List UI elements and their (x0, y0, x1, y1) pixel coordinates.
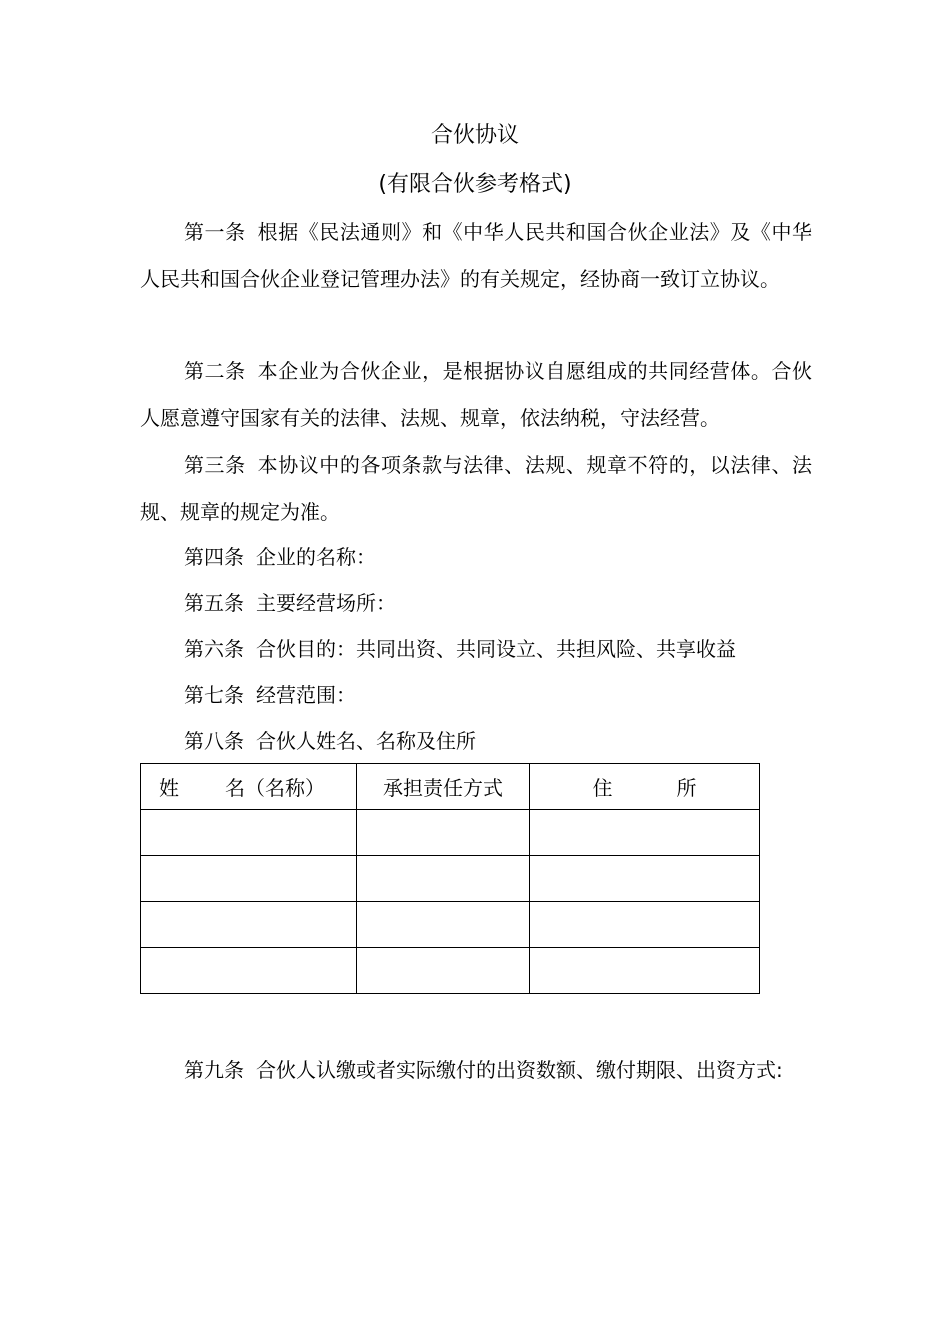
article-number: 第一条 (184, 220, 246, 244)
cell-address[interactable] (530, 948, 760, 994)
header-name-part-2: 名（名称） (225, 776, 325, 800)
article-text: 主要经营场所： (256, 591, 396, 615)
article-text: 根据《民法通则》和《中华人民共和国合伙企业法》及《中华人民共和国合伙企业登记管理办法》的有关规定，经协商一致订立协议。 (140, 220, 813, 291)
article-5 (140, 580, 812, 627)
header-address-part-1: 住 (592, 776, 613, 800)
article-number: 第八条 (184, 729, 244, 753)
article-text: 合伙目的：共同出资、共同设立、共担风险、共享收益 (256, 637, 736, 661)
cell-liability[interactable] (357, 810, 530, 856)
header-name-part-1: 姓 (159, 776, 179, 800)
article-9 (140, 1047, 812, 1094)
cell-address[interactable] (530, 902, 760, 948)
cell-liability[interactable] (357, 856, 530, 902)
table-header-row (141, 764, 760, 810)
document-subtitle: (有限合伙参考格式) (378, 172, 572, 197)
article-number: 第五条 (184, 591, 244, 615)
article-number: 第九条 (184, 1058, 244, 1082)
article-3 (140, 442, 812, 536)
header-address-part-2: 所 (676, 776, 697, 800)
table-row (141, 902, 760, 948)
table-row (141, 856, 760, 902)
cell-address[interactable] (530, 856, 760, 902)
article-number: 第七条 (184, 683, 244, 707)
cell-liability[interactable] (357, 948, 530, 994)
article-number: 第四条 (184, 545, 244, 569)
cell-name[interactable] (141, 948, 357, 994)
article-text: 经营范围： (256, 683, 356, 707)
cell-liability[interactable] (357, 902, 530, 948)
article-text: 合伙人认缴或者实际缴付的出资数额、缴付期限、出资方式: (256, 1058, 783, 1082)
table-row (141, 948, 760, 994)
header-address (530, 764, 760, 810)
cell-name[interactable] (141, 810, 357, 856)
article-text: 企业的名称： (256, 545, 376, 569)
article-text: 本协议中的各项条款与法律、法规、规章不符的，以法律、法规、规章的规定为准。 (140, 453, 813, 524)
article-text: 合伙人姓名、名称及住所 (256, 729, 476, 753)
article-4 (140, 534, 812, 581)
cell-address[interactable] (530, 810, 760, 856)
cell-name[interactable] (141, 902, 357, 948)
table-row (141, 810, 760, 856)
article-6 (140, 626, 812, 673)
article-8 (140, 718, 812, 765)
header-name (141, 764, 357, 810)
article-2 (140, 348, 812, 442)
cell-name[interactable] (141, 856, 357, 902)
article-7 (140, 672, 812, 719)
header-liability: 承担责任方式 (357, 764, 530, 810)
document-title: 合伙协议 (430, 123, 519, 148)
article-number: 第三条 (184, 453, 246, 477)
partner-table (140, 763, 760, 994)
article-number: 第二条 (184, 359, 246, 383)
article-number: 第六条 (184, 637, 244, 661)
article-1 (140, 209, 812, 303)
article-text: 本企业为合伙企业，是根据协议自愿组成的共同经营体。合伙人愿意遵守国家有关的法律、法规、规章，依法纳税，守法经营。 (140, 359, 813, 430)
